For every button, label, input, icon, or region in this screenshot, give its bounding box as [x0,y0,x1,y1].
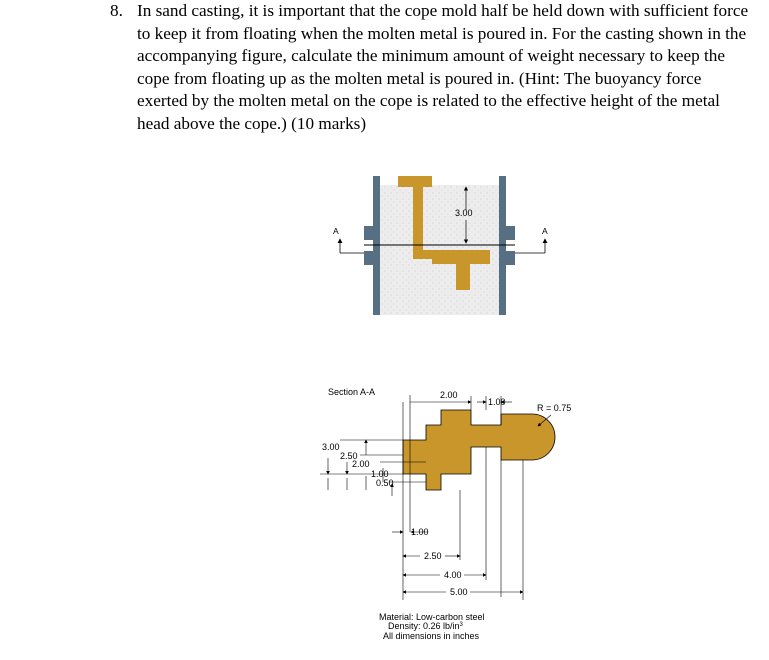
dim-200-top: 2.00 [440,390,458,400]
dim-100-bottom: 1.00 [411,527,429,537]
problem-line: exerted by the molten metal on the cope is related to the effective height of the metal [137,91,720,110]
cope-sand [380,185,499,245]
section-figure [320,387,571,641]
radius-label: R = 0.75 [537,403,572,413]
dim-300: 3.00 [322,442,340,452]
dim-400: 4.00 [444,570,462,580]
section-marker-right: A [542,226,548,236]
problem-line: In sand casting, it is important that the cope mold half be held down with sufficient force [137,1,749,20]
note-units: All dimensions in inches [383,631,480,641]
section-title: Section A-A [328,387,376,397]
dim-250-bottom: 2.50 [424,551,442,561]
dim-cope-label: 3.00 [455,208,473,218]
section-marker-left: A [333,226,339,236]
problem-line: to keep it from floating when the molten metal is poured in. For the casting shown in the [137,23,747,43]
dim-200-left: 2.00 [352,459,370,469]
dim-100-left: 1.00 [371,469,389,479]
problem-number: 8. [110,1,123,20]
dim-250: 2.50 [340,451,358,461]
casting-section [403,410,555,490]
dim-100-top: 1.00 [488,397,506,407]
note-density: Density: 0.26 $lb/in^3$ [388,621,463,631]
mold-figure [333,176,548,315]
problem-line: head above the cope.) (10 marks) [137,113,367,133]
note-material: Material: Low-carbon steel [379,612,485,622]
problem-line: accompanying figure, calculate the minimum amount of weight necessary to keep the [137,46,725,65]
dim-500: 5.00 [450,587,468,597]
dim-050: 0.50 [376,478,394,488]
problem-line: cope from floating up as the molten metal is poured in. (Hint: The buoyancy force [137,68,702,88]
